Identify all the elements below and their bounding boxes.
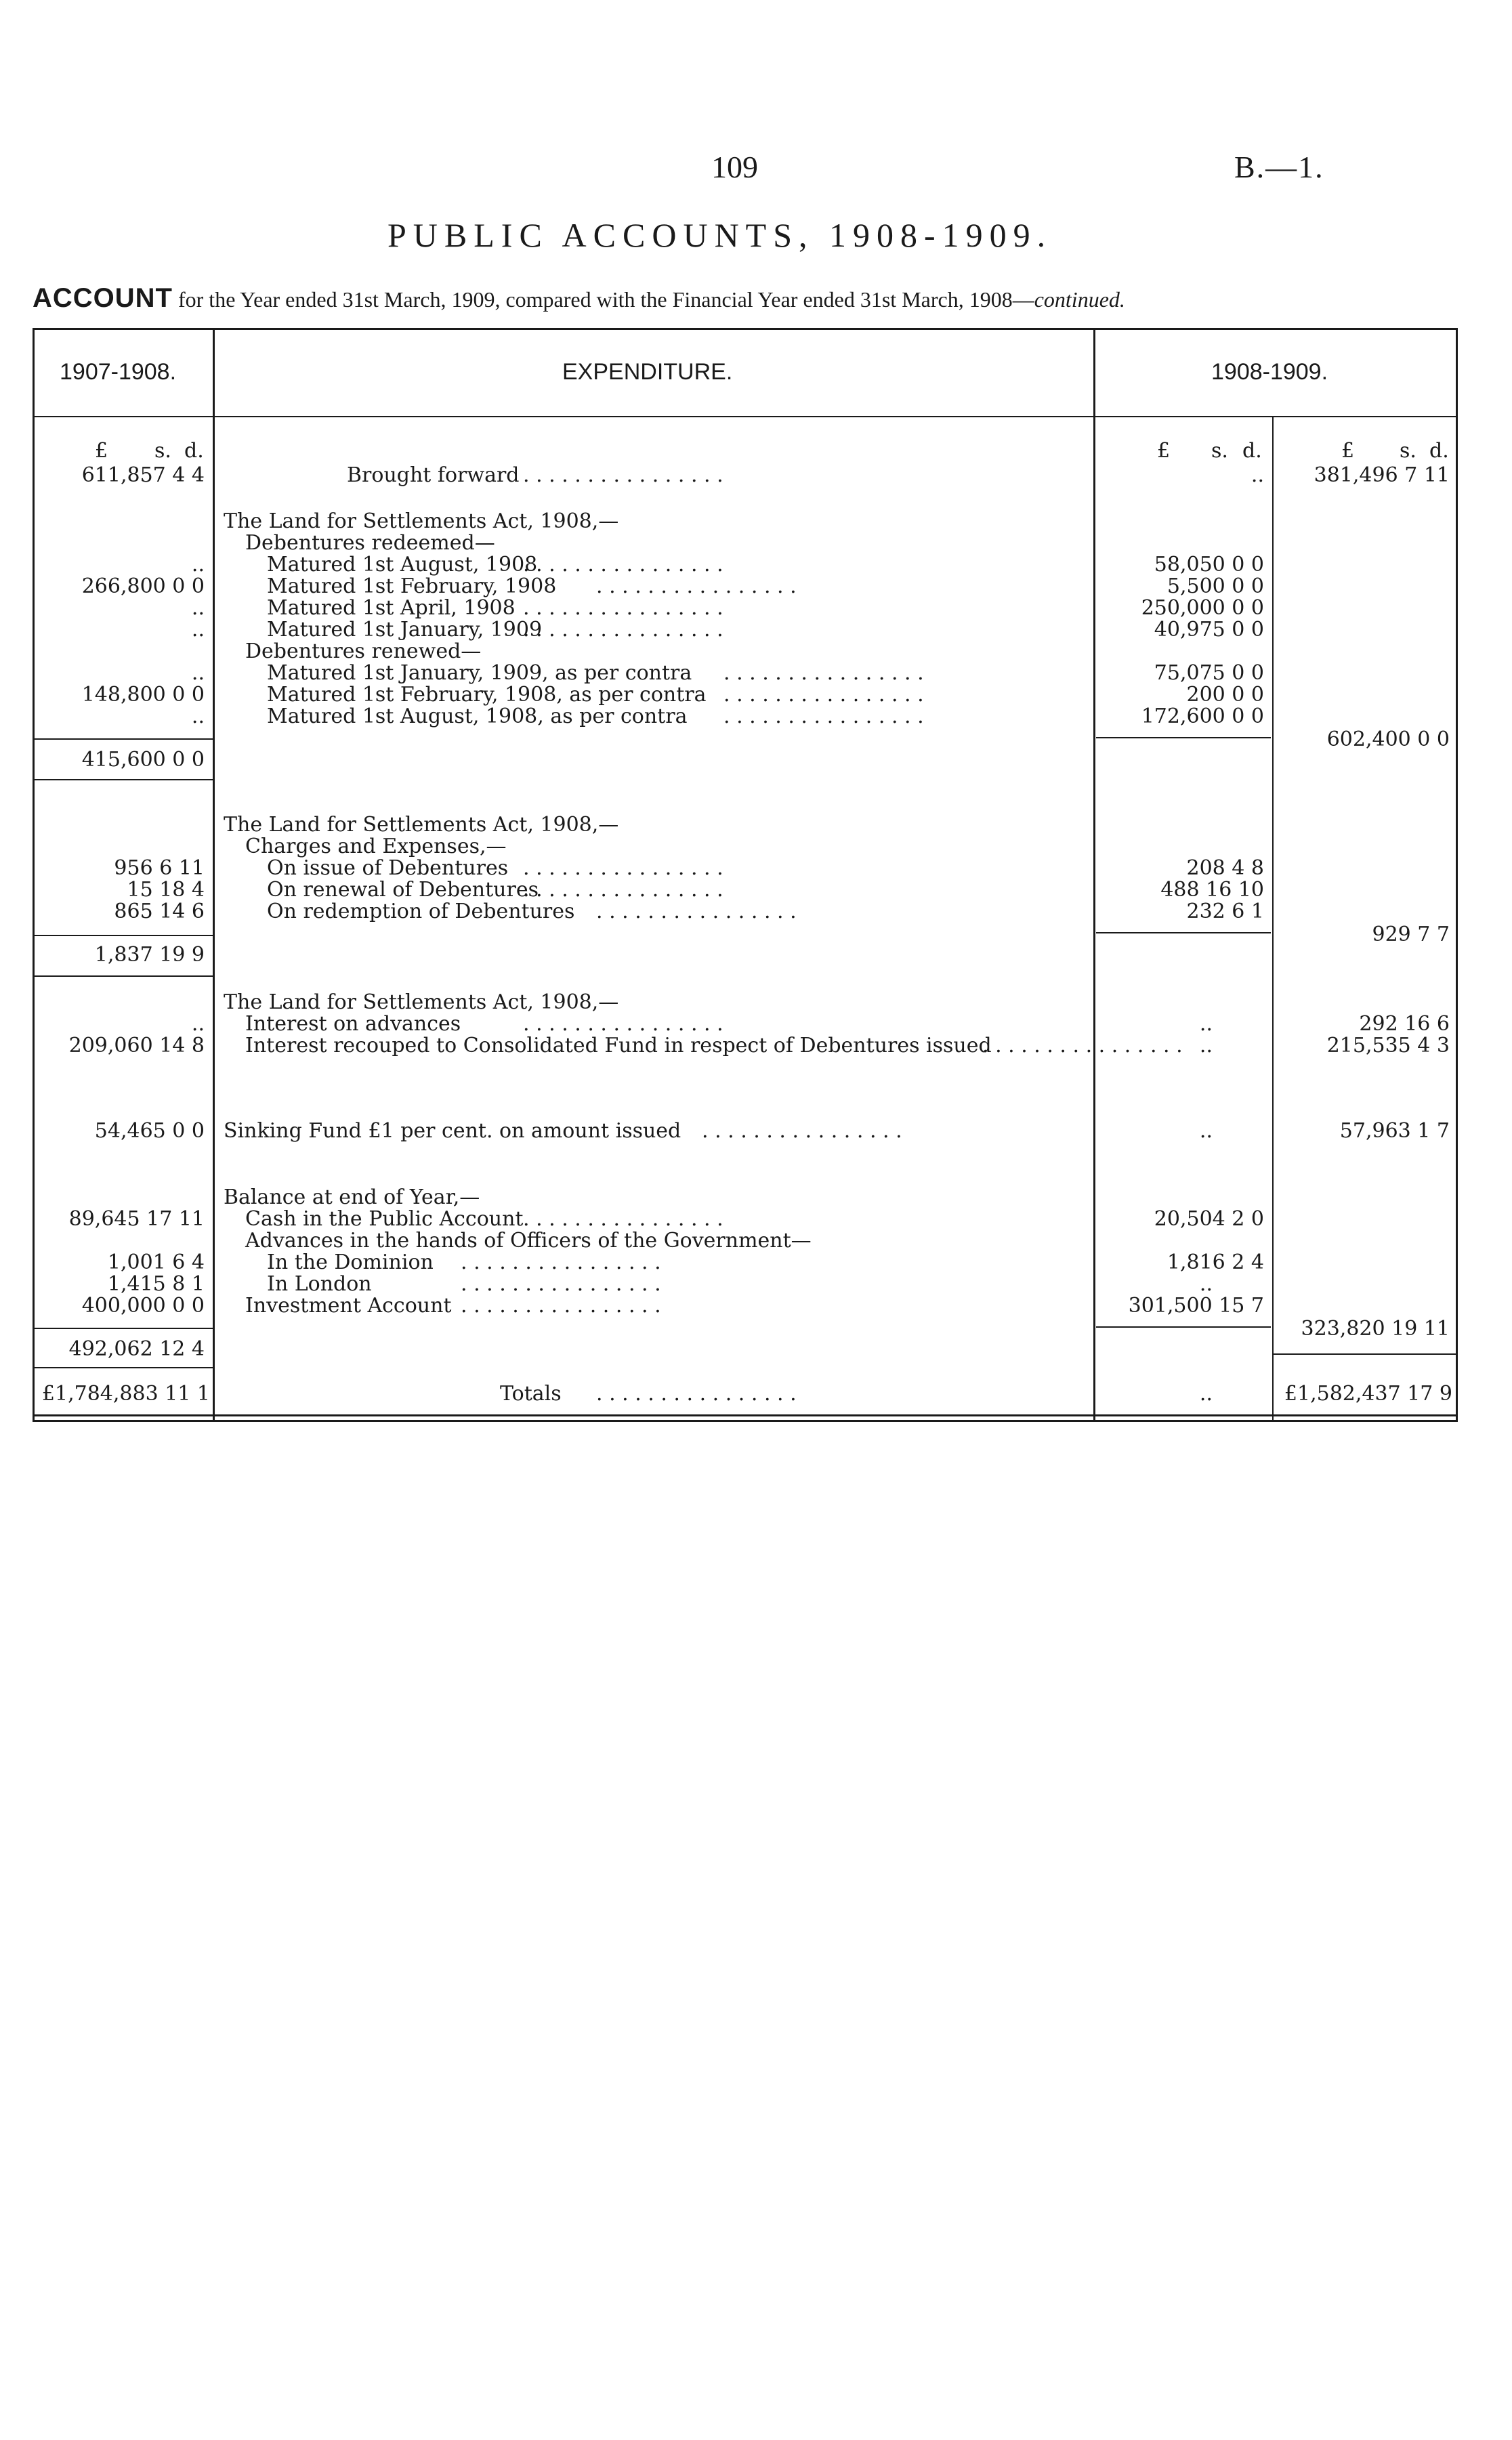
lands1-r3-dots: . . . . . . . . . . . . . . . . <box>523 596 723 620</box>
lands1-r6-label: Matured 1st February, 1908, as per contra <box>267 683 707 707</box>
lands1-sub-renewed: Debentures renewed— <box>245 639 482 663</box>
inner-d-header: d. <box>1242 439 1262 463</box>
middle-column-divider <box>1093 328 1095 1420</box>
totals-label: Totals <box>500 1382 562 1406</box>
lands2-prev-rule <box>34 935 213 936</box>
lands3-heading: The Land for Settlements Act, 1908,— <box>224 990 619 1014</box>
balance-r3-inner: .. <box>1199 1272 1213 1296</box>
lands3-r1-dots: . . . . . . . . . . . . . . . . <box>523 1012 723 1036</box>
balance-heading: Balance at end of Year,— <box>224 1185 480 1209</box>
lands3-r2-label: Interest recouped to Consolidated Fund in respect of Debentures issued <box>245 1034 992 1057</box>
lands1-r6-dots: . . . . . . . . . . . . . . . . <box>723 683 924 707</box>
brought-forward-label: Brought forward <box>347 463 520 487</box>
lands1-prev-total: 415,600 0 0 <box>81 748 205 772</box>
lands1-r7-inner: 172,600 0 0 <box>1141 704 1264 728</box>
total-pound-header: £ <box>1341 439 1355 463</box>
lands1-r4-dots: . . . . . . . . . . . . . . . . <box>523 618 723 641</box>
balance-sub-advances: Advances in the hands of Officers of the Government— <box>245 1229 812 1253</box>
lands3-r2-inner: .. <box>1199 1034 1213 1057</box>
account-description <box>33 283 1125 314</box>
lands1-r2-dots: . . . . . . . . . . . . . . . . <box>596 574 797 598</box>
brought-forward-prev: 611,857 4 4 <box>81 463 205 487</box>
balance-r3-label: In London <box>267 1272 372 1296</box>
lands1-r6-prev: 148,800 0 0 <box>81 683 205 707</box>
lands2-sub-charges: Charges and Expenses,— <box>245 835 507 858</box>
brought-forward-dots: . . . . . . . . . . . . . . . . <box>523 463 723 487</box>
lands1-r2-inner: 5,500 0 0 <box>1167 574 1264 598</box>
brought-forward-inner: .. <box>1251 463 1264 487</box>
lands2-r2-dots: . . . . . . . . . . . . . . . . <box>523 878 723 902</box>
lands2-r2-label: On renewal of Debentures <box>267 878 539 902</box>
lands2-r3-prev: 865 14 6 <box>114 900 205 923</box>
lands2-r1-prev: 956 6 11 <box>114 856 205 880</box>
balance-r1-inner: 20,504 2 0 <box>1154 1207 1264 1231</box>
page-title: PUBLIC ACCOUNTS, 1908-1909. <box>387 216 1053 254</box>
lands2-r1-label: On issue of Debentures <box>267 856 509 880</box>
balance-r2-dots: . . . . . . . . . . . . . . . . <box>461 1250 661 1274</box>
lands2-r3-inner: 232 6 1 <box>1186 900 1264 923</box>
balance-r2-prev: 1,001 6 4 <box>107 1250 205 1274</box>
lands2-r3-label: On redemption of Debentures <box>267 900 575 923</box>
lands2-r1-dots: . . . . . . . . . . . . . . . . <box>523 856 723 880</box>
series-reference: B.—1. <box>1234 150 1324 184</box>
balance-prev-rule <box>34 1328 213 1329</box>
lands1-r3-label: Matured 1st April, 1908 <box>267 596 516 620</box>
lands1-r7-prev: .. <box>191 704 205 728</box>
balance-prev-total: 492,062 12 4 <box>68 1337 205 1361</box>
balance-r1-prev: 89,645 17 11 <box>68 1207 205 1231</box>
lands1-inner-rule <box>1096 737 1271 738</box>
totals-inner: .. <box>1199 1382 1213 1406</box>
balance-prev-bottom-rule <box>34 1367 213 1368</box>
lands1-r5-dots: . . . . . . . . . . . . . . . . <box>723 661 924 685</box>
balance-r2-label: In the Dominion <box>267 1250 434 1274</box>
balance-r3-prev: 1,415 8 1 <box>107 1272 205 1296</box>
lands3-r1-prev: .. <box>191 1012 205 1036</box>
inner-s-header: s. <box>1211 439 1228 463</box>
lands3-r2-prev: 209,060 14 8 <box>68 1034 205 1057</box>
lands1-r1-label: Matured 1st August, 1908 <box>267 553 538 576</box>
totals-dots: . . . . . . . . . . . . . . . . <box>596 1382 797 1406</box>
sinking-dots: . . . . . . . . . . . . . . . . <box>702 1119 902 1143</box>
sinking-total: 57,963 1 7 <box>1339 1119 1450 1143</box>
balance-r4-inner: 301,500 15 7 <box>1128 1294 1264 1318</box>
balance-r4-prev: 400,000 0 0 <box>81 1294 205 1318</box>
lands1-r1-inner: 58,050 0 0 <box>1154 553 1264 576</box>
lands2-r2-prev: 15 18 4 <box>127 878 205 902</box>
lands1-r2-label: Matured 1st February, 1908 <box>267 574 557 598</box>
lands1-r1-prev: .. <box>191 553 205 576</box>
column-head-1908-1909: 1908-1909. <box>1211 359 1328 385</box>
lands1-r5-inner: 75,075 0 0 <box>1154 661 1264 685</box>
account-continued: continued. <box>1034 287 1125 312</box>
lands2-r3-dots: . . . . . . . . . . . . . . . . <box>596 900 797 923</box>
lands2-r2-inner: 488 16 10 <box>1160 878 1264 902</box>
lands1-r7-dots: . . . . . . . . . . . . . . . . <box>723 704 924 728</box>
prev-pound-header: £ <box>95 439 108 463</box>
lands3-r1-label: Interest on advances <box>245 1012 461 1036</box>
lands2-heading: The Land for Settlements Act, 1908,— <box>224 813 619 837</box>
balance-inner-rule <box>1096 1326 1271 1328</box>
lands1-r6-inner: 200 0 0 <box>1186 683 1264 707</box>
lands1-r3-prev: .. <box>191 596 205 620</box>
balance-r3-dots: . . . . . . . . . . . . . . . . <box>461 1272 661 1296</box>
lands2-prev-bottom-rule <box>34 975 213 977</box>
lands1-prev-rule <box>34 738 213 740</box>
right-border <box>1456 328 1458 1420</box>
prev-s-header: s. <box>154 439 171 463</box>
totals-total: £1,582,437 17 9 <box>1284 1382 1452 1406</box>
lands1-r3-inner: 250,000 0 0 <box>1141 596 1264 620</box>
totals-prev: £1,784,883 11 1 <box>41 1382 210 1406</box>
table-bottom-rule-1 <box>33 1414 1458 1416</box>
lands1-sub-redeemed: Debentures redeemed— <box>245 531 495 555</box>
lands3-r1-inner: .. <box>1199 1012 1213 1036</box>
lands3-r2-total: 215,535 4 3 <box>1326 1034 1450 1057</box>
lands1-r5-prev: .. <box>191 661 205 685</box>
lands1-r2-prev: 266,800 0 0 <box>81 574 205 598</box>
balance-r4-dots: . . . . . . . . . . . . . . . . <box>461 1294 661 1318</box>
header-bottom-rule <box>33 416 1458 417</box>
lands3-r2-dots: . . . . . . . . . . . . . . . . <box>982 1034 1183 1057</box>
lands2-inner-rule <box>1096 932 1271 933</box>
lands1-prev-bottom-rule <box>34 779 213 780</box>
lands1-r5-label: Matured 1st January, 1909, as per contra <box>267 661 692 685</box>
prev-d-header: d. <box>184 439 204 463</box>
lands1-total: 602,400 0 0 <box>1326 728 1450 751</box>
lands1-r7-label: Matured 1st August, 1908, as per contra <box>267 704 688 728</box>
left-column-divider <box>213 328 215 1420</box>
column-head-1907-1908: 1907-1908. <box>60 359 177 385</box>
lands1-heading: The Land for Settlements Act, 1908,— <box>224 509 619 533</box>
table-bottom-rule-2 <box>33 1420 1458 1422</box>
lands2-prev-total: 1,837 19 9 <box>94 943 205 967</box>
sinking-label: Sinking Fund £1 per cent. on amount issued <box>224 1119 681 1143</box>
inner-column-divider <box>1272 417 1274 1420</box>
lands1-r4-inner: 40,975 0 0 <box>1154 618 1264 641</box>
balance-r1-label: Cash in the Public Account <box>245 1207 524 1231</box>
balance-r4-label: Investment Account <box>245 1294 452 1318</box>
account-rest: for the Year ended 31st March, 1909, compared with the Financial Year ended 31st March, 1908— <box>177 287 1034 312</box>
inner-pound-header: £ <box>1157 439 1171 463</box>
account-lead: ACCOUNT <box>33 283 173 313</box>
lands1-r1-dots: . . . . . . . . . . . . . . . . <box>523 553 723 576</box>
lands1-r4-label: Matured 1st January, 1909 <box>267 618 543 641</box>
balance-total-rule <box>1274 1353 1456 1355</box>
table-top-rule <box>33 328 1458 330</box>
lands2-r1-inner: 208 4 8 <box>1186 856 1264 880</box>
lands2-total: 929 7 7 <box>1372 923 1450 946</box>
sinking-prev: 54,465 0 0 <box>94 1119 205 1143</box>
lands1-r4-prev: .. <box>191 618 205 641</box>
total-d-header: d. <box>1429 439 1449 463</box>
balance-r1-dots: . . . . . . . . . . . . . . . . <box>523 1207 723 1231</box>
sinking-inner: .. <box>1199 1119 1213 1143</box>
balance-r2-inner: 1,816 2 4 <box>1167 1250 1264 1274</box>
brought-forward-total: 381,496 7 11 <box>1314 463 1450 487</box>
lands3-r1-total: 292 16 6 <box>1359 1012 1450 1036</box>
balance-total: 323,820 19 11 <box>1301 1317 1450 1341</box>
total-s-header: s. <box>1400 439 1416 463</box>
page-number: 109 <box>711 150 758 184</box>
column-head-expenditure: EXPENDITURE. <box>562 359 733 385</box>
